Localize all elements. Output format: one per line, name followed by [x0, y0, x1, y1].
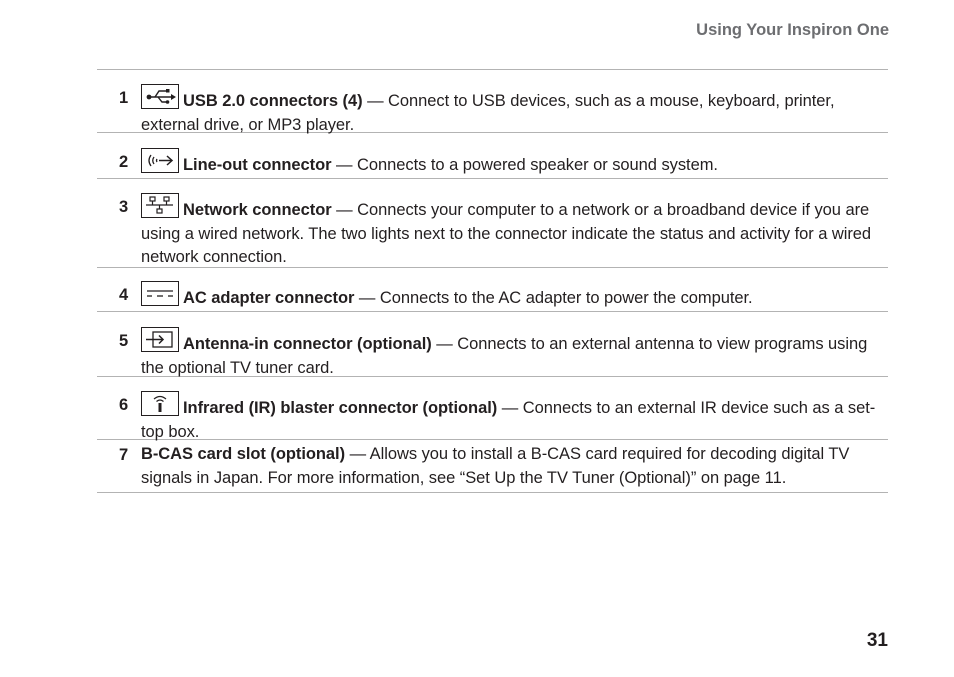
item-description: — Connects to an external IR device such as a set-top box.	[141, 399, 876, 441]
dc-power-icon	[141, 281, 179, 306]
item-text	[141, 327, 884, 380]
list-item	[97, 312, 888, 377]
list-item	[97, 377, 888, 440]
item-number: 5	[119, 332, 129, 350]
running-title: Using Your Inspiron One	[696, 21, 889, 39]
item-number: 1	[119, 89, 129, 107]
network-icon	[141, 193, 179, 218]
item-title: Infrared (IR) blaster connector (optional)	[183, 399, 498, 417]
list-item	[97, 179, 888, 268]
item-number: 3	[119, 198, 129, 216]
item-description: — Connects to a powered speaker or sound system.	[331, 156, 718, 174]
page-number: 31	[866, 630, 888, 651]
usb-icon	[141, 84, 179, 109]
item-title: Network connector	[183, 201, 332, 219]
antenna-in-icon	[141, 327, 179, 352]
item-description: — Connects to the AC adapter to power the computer.	[354, 289, 753, 307]
item-number: 7	[119, 446, 129, 464]
item-text	[141, 193, 884, 270]
item-text	[141, 148, 884, 178]
item-title: Antenna-in connector (optional)	[183, 335, 432, 353]
connector-list	[97, 69, 888, 493]
ir-blaster-icon	[141, 391, 179, 416]
item-title: AC adapter connector	[183, 289, 355, 307]
item-text	[141, 84, 884, 137]
list-item	[97, 268, 888, 312]
item-description: — Connects to an external antenna to view programs using the optional TV tuner card.	[141, 335, 868, 377]
item-title: B-CAS card slot (optional)	[141, 445, 346, 463]
item-number: 4	[119, 286, 129, 304]
item-text	[141, 281, 884, 311]
item-number: 6	[119, 396, 129, 414]
list-item	[97, 70, 888, 133]
line-out-icon	[141, 148, 179, 173]
item-title: Line-out connector	[183, 156, 332, 174]
list-item	[97, 440, 888, 493]
item-description: — Connects your computer to a network or a broadband device if you are using a wired network. The two lights next to the connector indicate the status and activity for a wired network connection.	[141, 201, 872, 266]
item-text	[141, 443, 884, 490]
item-text	[141, 391, 884, 444]
item-title: USB 2.0 connectors (4)	[183, 92, 363, 110]
item-description: — Allows you to install a B-CAS card required for decoding digital TV signals in Japan. For more information, see “Set Up the TV Tuner (Optional)” on page 11.	[141, 445, 850, 487]
item-description: — Connect to USB devices, such as a mouse, keyboard, printer, external drive, or MP3 player.	[141, 92, 835, 134]
list-item	[97, 133, 888, 179]
item-number: 2	[119, 153, 129, 171]
